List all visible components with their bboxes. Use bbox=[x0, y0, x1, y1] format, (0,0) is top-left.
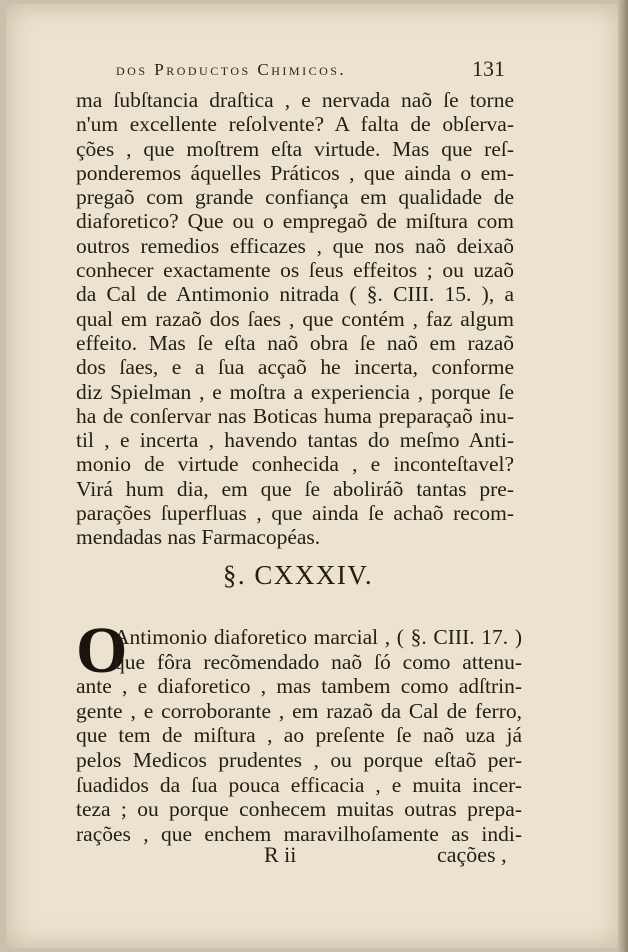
text-line: effeito. Mas ſe eſta naõ obra ſe naõ em razaõ bbox=[76, 330, 514, 355]
text-line: gente , e corroborante , em razaõ da Cal de ferro, bbox=[76, 698, 522, 723]
text-line: ções , que moſtrem eſta virtude. Mas que reſ- bbox=[76, 136, 514, 161]
paragraph-1 bbox=[76, 88, 514, 550]
text-line: ma ſubſtancia draſtica , e nervada naõ ſe torne bbox=[76, 88, 514, 112]
text-line: da Cal de Antimonio nitrada ( §. CIII. 15. ), a bbox=[76, 282, 514, 307]
text-line: outros remedios efficazes , que nos naõ deixaõ bbox=[76, 233, 514, 258]
text-line: ante , e diaforetico , mas tambem como adſtrin- bbox=[76, 674, 522, 699]
signature-mark: R ii bbox=[264, 842, 297, 867]
text-line: ſuadidos da ſua pouca efficacia , e muita incer- bbox=[76, 772, 522, 797]
text-line: til , e incerta , havendo tantas do meſmo Anti- bbox=[76, 428, 514, 453]
page-edge-shadow bbox=[618, 0, 628, 952]
text-line: teza ; ou porque conhecem muitas outras prepa- bbox=[76, 797, 522, 822]
text-line: pelos Medicos prudentes , ou porque eſtaõ per- bbox=[76, 747, 522, 772]
running-head: dos Productos Chimicos. bbox=[116, 60, 347, 79]
text-line: Virá hum dia, em que ſe aboliráõ tantas pre- bbox=[76, 476, 514, 501]
text-line: n'um excellente reſolvente? A falta de obſerva- bbox=[76, 112, 514, 137]
text-line: mendadas nas Farmacopéas. bbox=[76, 525, 321, 550]
text-line: pregaõ com grande confiança em qualidade de bbox=[76, 185, 514, 210]
paragraph-2 bbox=[76, 625, 522, 846]
text-line: rações , que enchem maravilhoſamente as indi- bbox=[76, 821, 522, 846]
text-line: qual em razaõ dos ſaes , que contém , faz algum bbox=[76, 306, 514, 331]
text-line: monio de virtude conhecida , e inconteſtavel? bbox=[76, 452, 514, 477]
text-line: dos ſaes, e a ſua acçaõ he incerta, conforme bbox=[76, 355, 514, 380]
text-line: que fôra recõmendado naõ ſó como attenu- bbox=[114, 649, 522, 674]
drop-cap: O bbox=[76, 614, 128, 687]
text-line: diaforetico? Que ou o empregaõ de miſtura com bbox=[76, 209, 514, 234]
text-line: Antimonio diaforetico marcial , ( §. CIII. 17. ) bbox=[114, 625, 522, 649]
text-line: parações ſuperfluas , que ainda ſe achaõ recom- bbox=[76, 501, 514, 526]
catchword: cações , bbox=[437, 842, 507, 867]
text-line: ha de conſervar nas Boticas huma preparaçaõ inu- bbox=[76, 403, 514, 428]
text-line: que tem de miſtura , ao preſente ſe naõ uza já bbox=[76, 723, 522, 748]
page-number: 131 bbox=[472, 56, 505, 81]
text-line: conhecer exactamente os ſeus effeitos ; ou uzaõ bbox=[76, 258, 514, 283]
text-line: ponderemos áquelles Práticos , que ainda o em- bbox=[76, 160, 514, 185]
text-line: diz Spielman , e moſtra a experiencia , porque ſe bbox=[76, 379, 514, 404]
section-heading: §. CXXXIV. bbox=[222, 560, 374, 590]
